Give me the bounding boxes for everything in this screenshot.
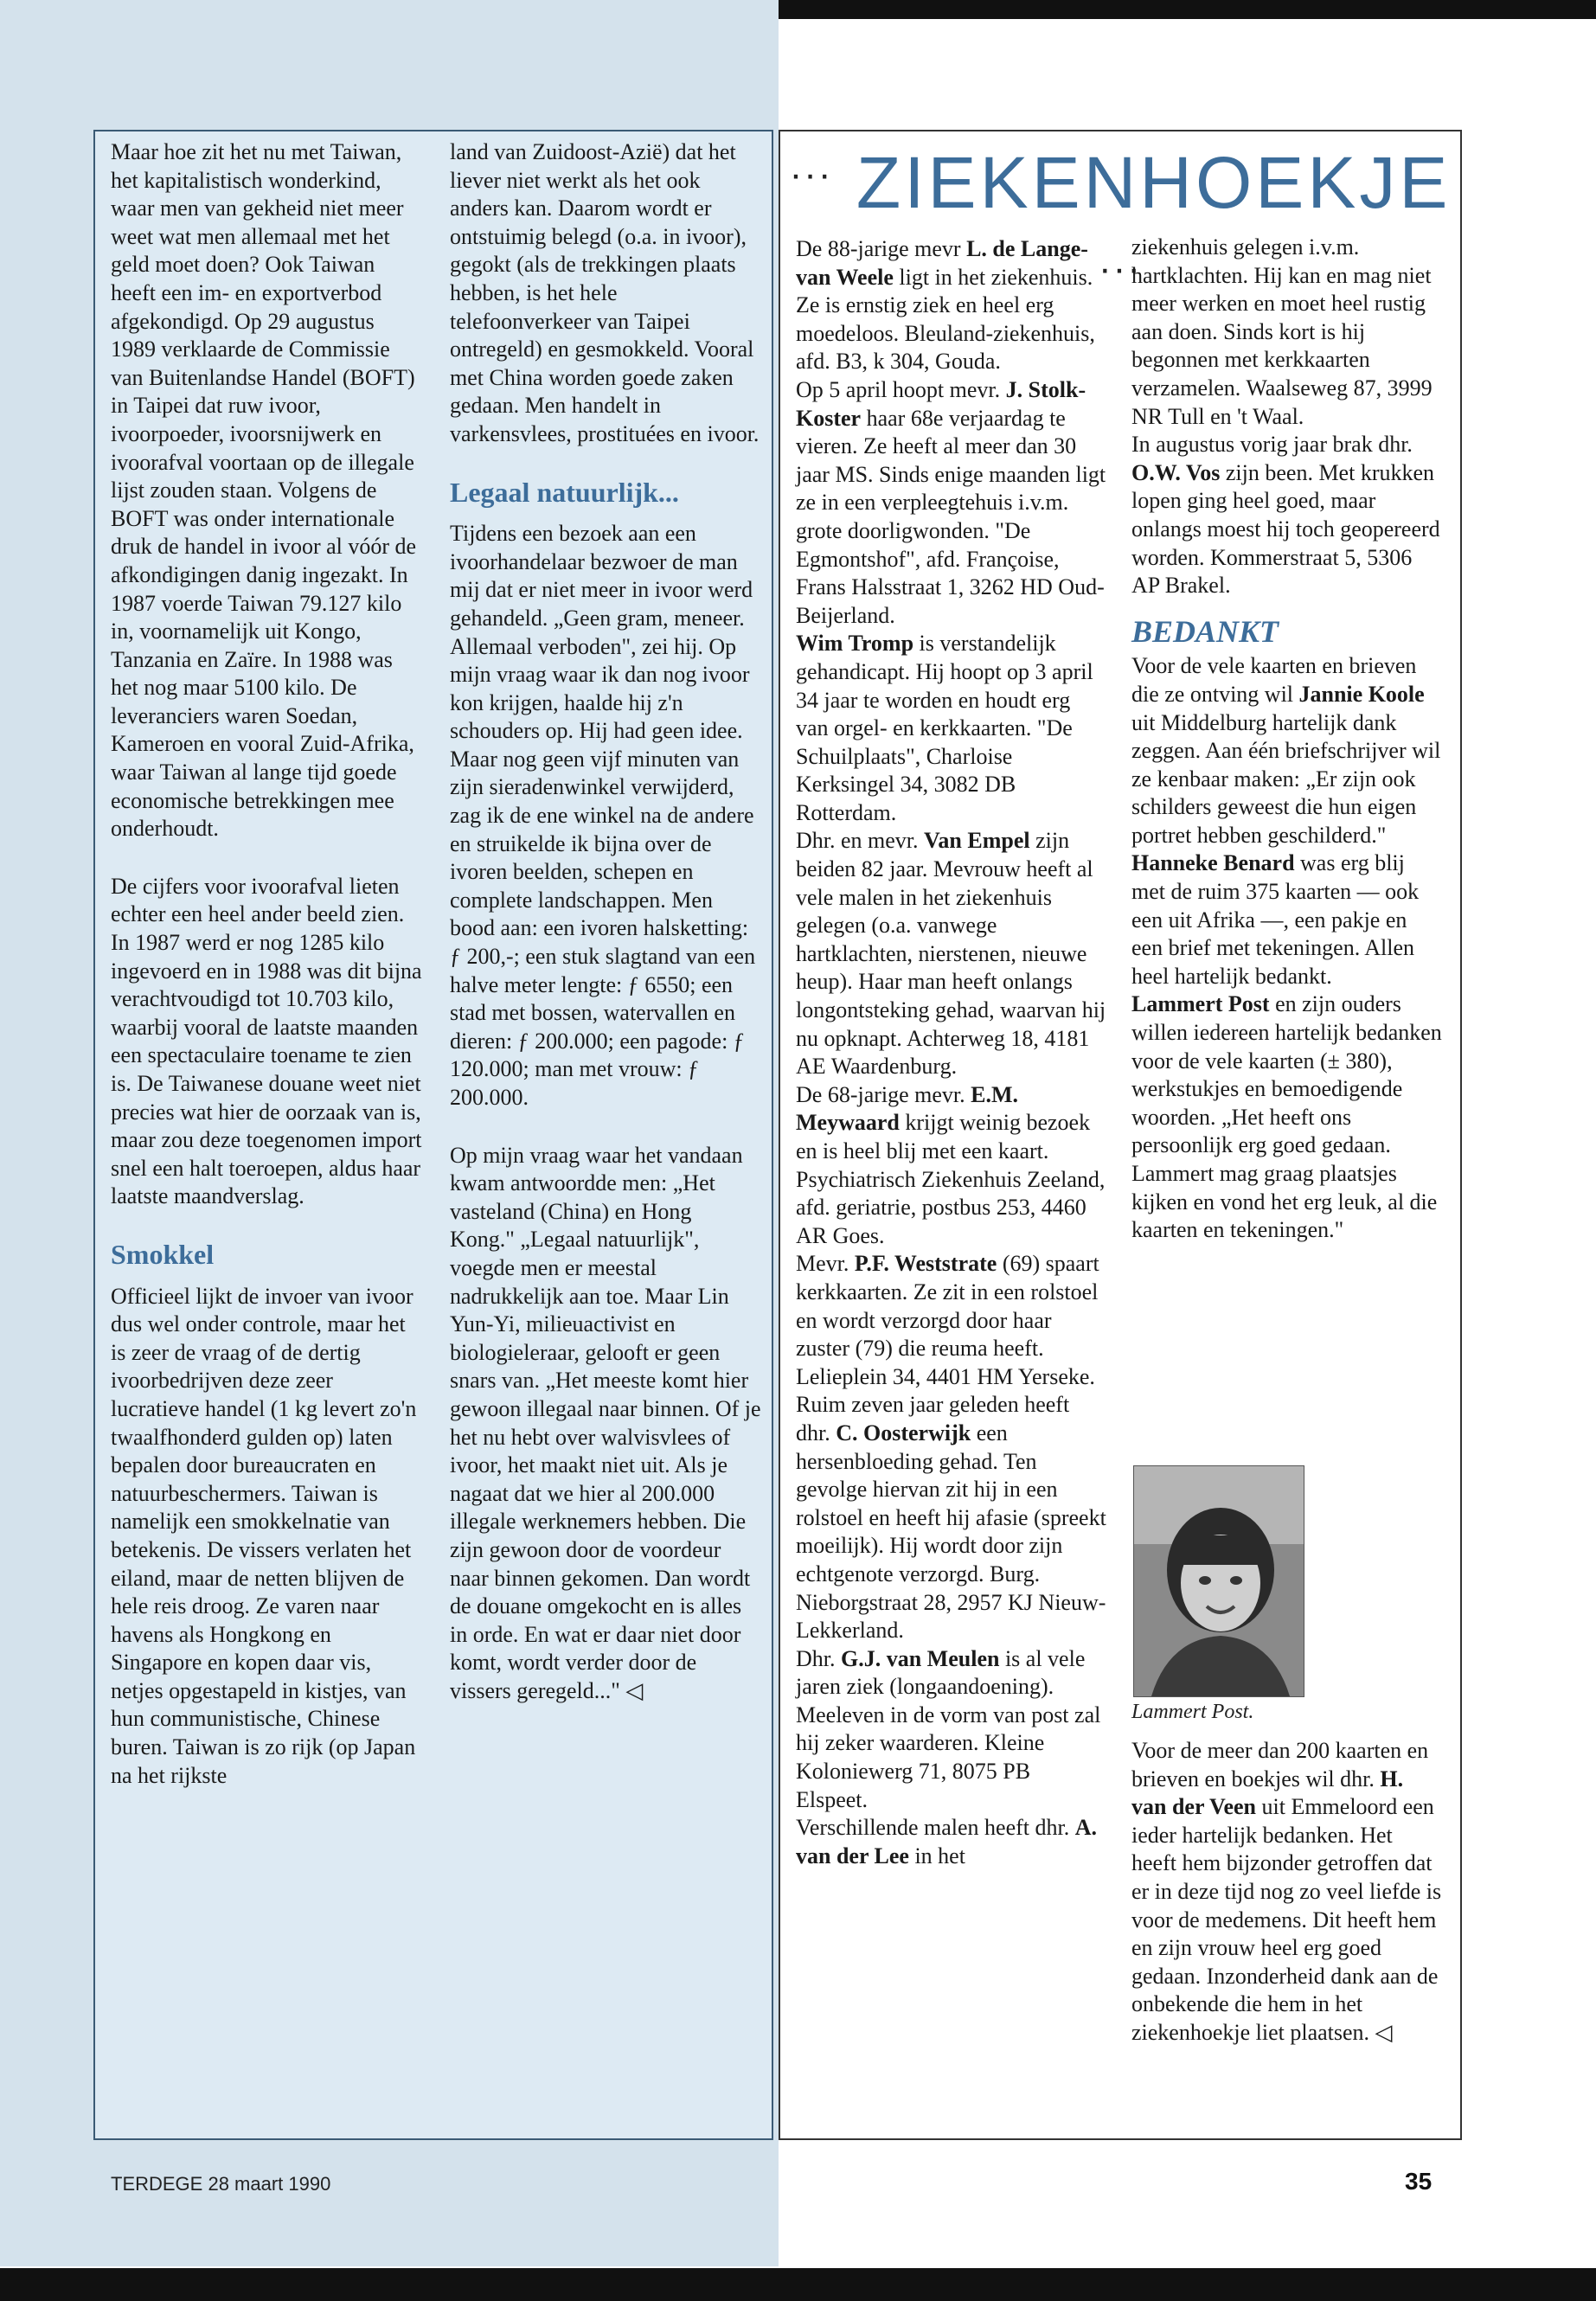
notice-item: In augustus vorig jaar brak dhr. O.W. Vos zijn been. Met krukken lopen ging heel goed, maar onlangs moest hij toch geopereerd worden. Kommerstraat 5, 5306 AP Brakel. xyxy=(1131,432,1440,599)
notice-item: Ruim zeven jaar geleden heeft dhr. C. Oosterwijk een hersenbloeding gehad. Ten gevolge hiervan zit hij in een rolstoel en heeft hij afasie (spreekt moeilijk). Hij wordt door zijn echtgenote verzorgd. Burg. Nieborgstraat 28, 2957 KJ Nieuw-Lekkerland. xyxy=(796,1392,1106,1644)
article-paragraph: Officieel lijkt de invoer van ivoor dus wel onder controle, maar het is zeer de vraag of de dertig ivoorbedrijven deze zeer lucratieve handel (1 kg levert zo'n twaalfhonderd gulden op) laten bepalen door bureaucraten en natuurbeschermers. Taiwan is namelijk een smokkelnatie van betekenis. De vissers verlaten het eiland, maar de netten blijven de hele reis droog. Ze varen naar havens als Hongkong en Singapore en kopen daar vis, netjes opgestapeld in kistjes, van hun communistische, Chinese buren. Taiwan is zo rijk (op Japan na het rijkste xyxy=(111,1283,417,1788)
person-name: Wim Tromp xyxy=(796,631,914,657)
title-text: ZIEKENHOEKJE xyxy=(856,142,1452,223)
notice-item: Voor de vele kaarten en brieven die ze ontving wil Jannie Koole uit Middelburg hartelijk dank zeggen. Aan één briefschrijver wil ze kenbaar maken: „Er zijn ook schilders geweest die hun eigen portret hebben geschilderd." xyxy=(1131,653,1441,848)
person-name: O.W. Vos xyxy=(1131,459,1221,485)
notice-item: Wim Tromp is verstandelijk gehandicapt. Hij hoopt op 3 april 34 jaar te worden en houdt erg van orgel- en kerkkaarten. "De Schuilplaats", Charloise Kerksingel 34, 3082 DB Rotterdam. xyxy=(796,631,1093,825)
article-column-2 xyxy=(450,138,761,1705)
person-name: H. van der Veen xyxy=(1131,1766,1404,1820)
article-paragraph: Op mijn vraag waar het vandaan kwam antwoordde men: „Het vasteland (China) en Hong Kong." „Legaal natuurlijk", voegde men er meestal nadrukkelijk aan toe. Maar Lin Yun-Yi, milieuactivist en biologieleraar, gelooft er geen snars van. „Het meeste komt hier gewoon illegaal naar binnen. Of je het nu hebt over walvisvlees of ivoor, het maakt niet uit. Als je nagaat dat we hier al 200.000 illegale werknemers hebben. Die zijn gewoon door de voordeur naar binnen gekomen. Dan wordt de douane omgekocht en is alles in orde. En wat er daar niet door komt, wordt verder door de vissers geregeld..." ◁ xyxy=(450,1142,761,1703)
person-name: Van Empel xyxy=(924,828,1030,854)
notice-item: ziekenhuis gelegen i.v.m. hartklachten. Hij kan en mag niet meer werken en moet heel rustig aan doen. Sinds kort is hij begonnen met kerkkaarten verzamelen. Waalseweg 87, 3999 NR Tull en 't Waal. xyxy=(1131,234,1433,429)
ziekenhoekje-column-2 xyxy=(1131,234,1443,1245)
notice-item: Dhr. G.J. van Meulen is al vele jaren ziek (longaandoening). Meeleven in de vorm van post zal hij zeker waarderen. Kleine Koloniewerg 71, 8075 PB Elspeet. xyxy=(796,1645,1101,1812)
person-name: G.J. van Meulen xyxy=(841,1645,1000,1671)
person-name: J. Stolk-Koster xyxy=(796,376,1086,431)
title-dots-left: ··· xyxy=(789,153,833,195)
notice-item: Mevr. P.F. Weststrate (69) spaart kerkkaarten. Ze zit in een rolstoel en wordt verzorgd door haar zuster (79) die reuma heeft. Lelieplein 34, 4401 HM Yerseke. xyxy=(796,1251,1099,1389)
photo-caption: Lammert Post. xyxy=(1131,1701,1254,1723)
notice-item: Voor de meer dan 200 kaarten en brieven en boekjes wil dhr. H. van der Veen uit Emmeloord een ieder hartelijk bedanken. Het heeft hem bijzonder getroffen dat er in deze tijd nog zo veel liefde is voor de medemens. Dit heeft hem en zijn vrouw heel erg goed gedaan. Inzonderheid dank aan de onbekende die hem in het ziekenhoekje liet plaatsen. ◁ xyxy=(1131,1738,1442,2045)
publication-footer: TERDEGE 28 maart 1990 xyxy=(111,2173,331,2195)
notice-item: De 88-jarige mevr L. de Lange-van Weele ligt in het ziekenhuis. Ze is ernstig ziek en heel erg moedeloos. Bleuland-ziekenhuis, afd. B3, k 304, Gouda. xyxy=(796,236,1095,375)
notice-item: De 68-jarige mevr. E.M. Meywaard krijgt weinig bezoek en is heel blij met een kaart. Psychiatrisch Ziekenhuis Zeeland, afd. geriatrie, postbus 253, 4460 AR Goes. xyxy=(796,1081,1106,1248)
notice-item: Lammert Post en zijn ouders willen iedereen hartelijk bedanken voor de vele kaarten (± 380), werkstukjes en bemoedigende woorden. „Het heeft ons persoonlijk erg goed gedaan. Lammert mag graag plaatsjes kijken en vond het erg leuk, al die kaarten en tekeningen." xyxy=(1131,991,1442,1243)
notice-item: Verschillende malen heeft dhr. A. van der Lee in het xyxy=(796,1815,1097,1868)
section-heading-smokkel: Smokkel xyxy=(111,1238,215,1270)
page-number: 35 xyxy=(1405,2168,1433,2195)
article-paragraph: De cijfers voor ivoorafval lieten echter een heel ander beeld zien. In 1987 werd er nog 1285 kilo ingevoerd en in 1988 was dit bijna verachtvoudigd tot 10.703 kilo, waarbij vooral de laatste maanden een spectaculaire toename te zien is. De Taiwanese douane weet niet precies wat hier de oorzaak van is, maar zou deze toegenomen import snel een halt toeroepen, aldus haar laatste maandverslag. xyxy=(111,873,422,1209)
article-paragraph: Tijdens een bezoek aan een ivoorhandelaar bezwoer de man mij dat er niet meer in ivoor werd gehandeld. „Geen gram, meneer. Allemaal verboden", zei hij. Op mijn vraag waar ik dan nog ivoor kon krijgen, haalde hij z'n schouders op. Hij had geen idee. Maar nog geen vijf minuten van zijn sieradenwinkel verwijderd, zag ik de ene winkel na de andere en struikelde ik bijna over de ivoren beelden, schepen en complete landschappen. Men bood aan: een ivoren halsketting: ƒ 200,-; een stuk slagtand van een halve meter lengte: ƒ 6550; een stad met bossen, watervallen en dieren: ƒ 200.000; een pagode: ƒ 120.000; man met vrouw: ƒ 200.000. xyxy=(450,521,756,1110)
person-name: Lammert Post xyxy=(1131,991,1270,1017)
title-dots-right: ··· xyxy=(1099,247,1142,290)
person-name: P.F. Weststrate xyxy=(854,1251,997,1277)
person-name: A. van der Lee xyxy=(796,1815,1097,1868)
section-heading-bedankt: BEDANKT xyxy=(1131,613,1279,649)
person-name: Jannie Koole xyxy=(1298,681,1425,707)
child-portrait-illustration xyxy=(1134,1466,1304,1696)
person-name: E.M. Meywaard xyxy=(796,1081,1019,1136)
article-paragraph: Maar hoe zit het nu met Taiwan, het kapitalistisch wonderkind, waar men van gekheid niet meer weet wat men allemaal met het geld moet doen? Ook Taiwan heeft een im- en exportverbod afgekondigd. Op 29 augustus 1989 verklaarde de Commissie van Buitenlandse Handel (BOFT) in Taipei dat ruw ivoor, ivoorpoeder, ivoorsnijwerk en ivoorafval voortaan op de illegale lijst zouden staan. Volgens de BOFT was onder internationale druk de handel in ivoor al vóór de afkondigingen danig ingezakt. In 1987 voerde Taiwan 79.127 kilo in, voornamelijk uit Kongo, Tanzania en Zaïre. In 1988 was het nog maar 5100 kilo. De leveranciers waren Soedan, Kameroen en vooral Zuid-Afrika, waar Taiwan al lange tijd goede economische betrekkingen mee onderhoudt. xyxy=(111,139,417,842)
article-paragraph: land van Zuidoost-Azië) dat het liever niet werkt als het ook anders kan. Daarom wordt er ontstuimig belegd (o.a. in ivoor), gegokt (als de trekkingen plaats hebben, is het hele telefoonverkeer van Taipei ontregeld) en gesmokkeld. Vooral met China worden goede zaken gedaan. Men handelt in varkensvlees, prostituées en ivoor. xyxy=(450,139,760,446)
page-edge-bottom xyxy=(0,2268,1596,2301)
section-heading-legaal: Legaal natuurlijk... xyxy=(450,476,679,508)
ziekenhoekje-column-1 xyxy=(796,235,1107,1870)
person-name: L. de Lange-van Weele xyxy=(796,236,1088,290)
article-column-1 xyxy=(111,138,422,1790)
notice-item: Hanneke Benard was erg blij met de ruim 375 kaarten — ook een uit Afrika —, een pakje en een brief met tekeningen. Allen heel hartelijk bedankt. xyxy=(1131,850,1420,989)
person-name: Hanneke Benard xyxy=(1131,850,1295,876)
notice-item: Dhr. en mevr. Van Empel zijn beiden 82 jaar. Mevrouw heeft al vele malen in het ziekenhuis gelegen (o.a. vanwege hartklachten, nierstenen, nieuwe heup). Haar man heeft onlangs longontsteking gehad, waarvan hij nu opknapt. Achterweg 18, 4181 AE Waardenburg. xyxy=(796,828,1106,1080)
person-name: C. Oosterwijk xyxy=(836,1420,971,1445)
notice-item: Op 5 april hoopt mevr. J. Stolk-Koster haar 68e verjaardag te vieren. Ze heeft al meer dan 30 jaar MS. Sinds enige maanden ligt ze in een verpleegtehuis i.v.m. grote doorligwonden. "De Egmontshof", afd. Françoise, Frans Halsstraat 1, 3262 HD Oud-Beijerland. xyxy=(796,376,1106,628)
portrait-photo xyxy=(1133,1465,1304,1697)
ziekenhoekje-column-2-bottom xyxy=(1131,1737,1443,2048)
